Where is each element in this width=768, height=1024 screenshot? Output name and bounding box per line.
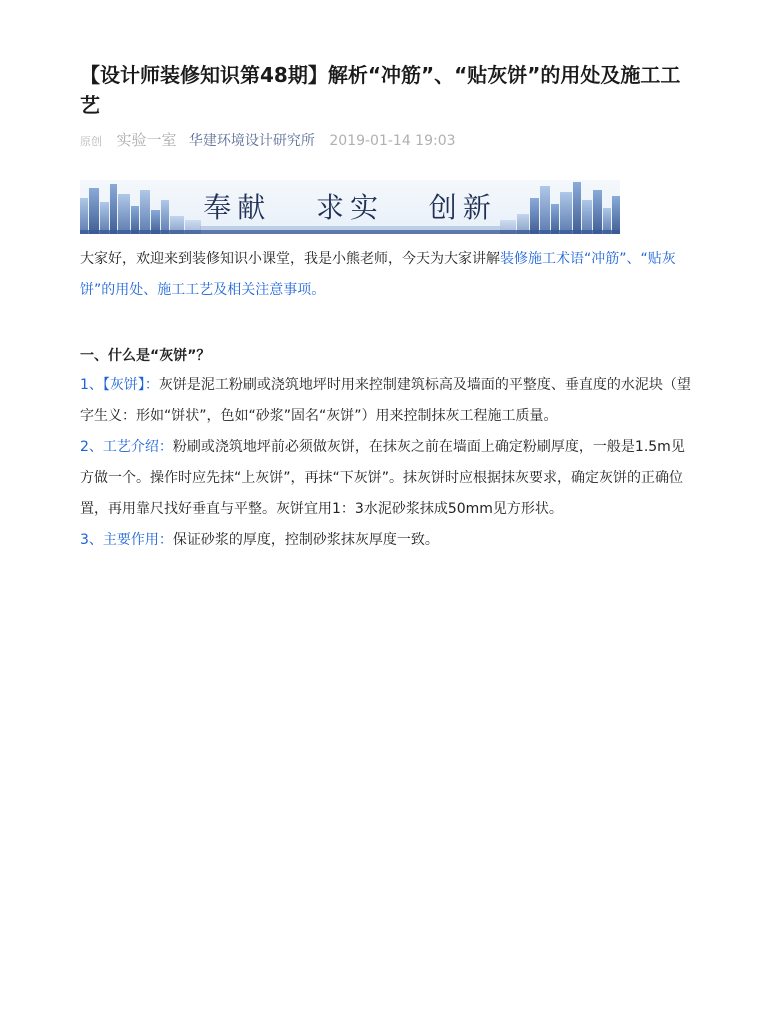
article-title: 【设计师装修知识第48期】解析“冲筋”、“贴灰饼”的用处及施工工艺 [80,63,681,117]
intro-highlight: 装修施工术语“冲筋”、“贴灰饼”的用处、施工工艺及相关注意事项。 [80,251,676,298]
item-label: 2、工艺介绍： [80,439,173,455]
item-text: 保证砂浆的厚度，控制砂浆抹灰厚度一致。 [172,532,439,548]
original-tag: 原创 [80,135,102,148]
item-label: 3、主要作用： [80,532,173,548]
intro-paragraph [80,244,692,306]
publish-time: 2019-01-14 19:03 [329,133,456,149]
item-label: 1、【灰饼】： [80,377,159,393]
item-text: 灰饼是泥工粉刷或浇筑地坪时用来控制建筑标高及墙面的平整度、垂直度的水泥块（望字生义：形如“饼状”，色如“砂浆”固名“灰饼”）用来控制抹灰工程施工质量。 [80,377,691,424]
slogan-banner [80,180,620,234]
article-meta [80,130,692,152]
account-link[interactable]: 华建环境设计研究所 [188,133,315,149]
list-item-2 [80,432,692,525]
banner-slogan: 奉献 求实 创新 [203,191,497,224]
article [80,60,692,556]
author-name: 实验一室 [116,131,177,149]
list-item-3 [80,525,692,556]
item-text: 粉刷或浇筑地坪前必须做灰饼，在抹灰之前在墙面上确定粉刷厚度，一般是1.5m见方做一个。操作时应先抹“上灰饼”，再抹“下灰饼”。抹灰饼时应根据抹灰要求，确定灰饼的正确位置，再用靠尺找好垂直与平整。灰饼宜用1：3水泥砂浆抹成50mm见方形状。 [80,439,685,517]
section-heading: 一、什么是“灰饼”？ [80,348,211,364]
intro-text: 大家好，欢迎来到装修知识小课堂，我是小熊老师，今天为大家讲解 [80,251,500,267]
list-item-1 [80,370,692,432]
